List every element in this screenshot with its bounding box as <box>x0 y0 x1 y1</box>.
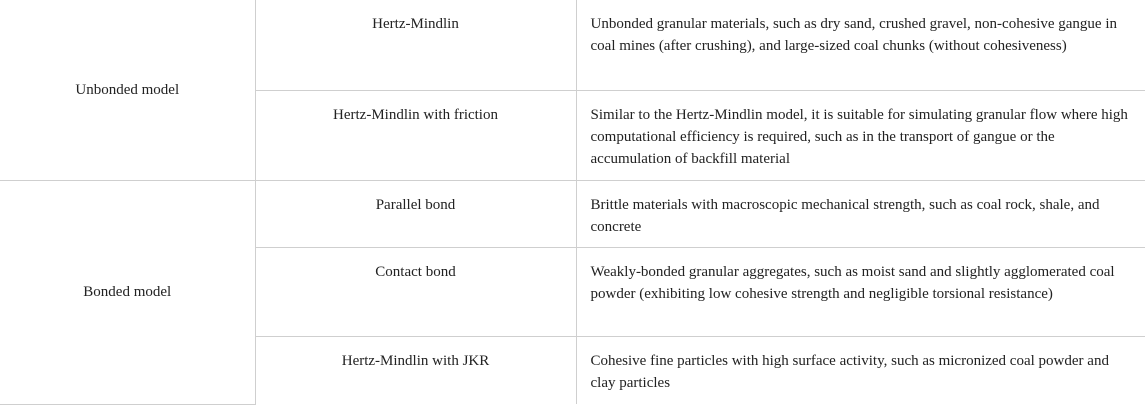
category-cell: Unbonded model <box>0 0 255 180</box>
application-cell: Similar to the Hertz-Mindlin model, it is suitable for simulating granular flow where high computational efficiency is required, such as in the transport of gangue or the accumulation of backfill material <box>576 90 1145 180</box>
application-cell: Brittle materials with macroscopic mechanical strength, such as coal rock, shale, and concrete <box>576 180 1145 247</box>
application-cell: Unbonded granular materials, such as dry sand, crushed gravel, non-cohesive gangue in coal mines (after crushing), and large-sized coal chunks (without cohesiveness) <box>576 0 1145 90</box>
model-name-cell: Hertz-Mindlin <box>255 0 576 90</box>
model-name-cell: Contact bond <box>255 247 576 336</box>
table-row <box>0 0 1145 90</box>
application-cell: Weakly-bonded granular aggregates, such as moist sand and slightly agglomerated coal powder (exhibiting low cohesive strength and negligible torsional resistance) <box>576 247 1145 336</box>
model-name-cell: Parallel bond <box>255 180 576 247</box>
category-cell: Bonded model <box>0 180 255 404</box>
table-row <box>0 180 1145 247</box>
model-name-cell: Hertz-Mindlin with JKR <box>255 336 576 404</box>
model-name-cell: Hertz-Mindlin with friction <box>255 90 576 180</box>
application-cell: Cohesive fine particles with high surface activity, such as micronized coal powder and clay particles <box>576 336 1145 404</box>
